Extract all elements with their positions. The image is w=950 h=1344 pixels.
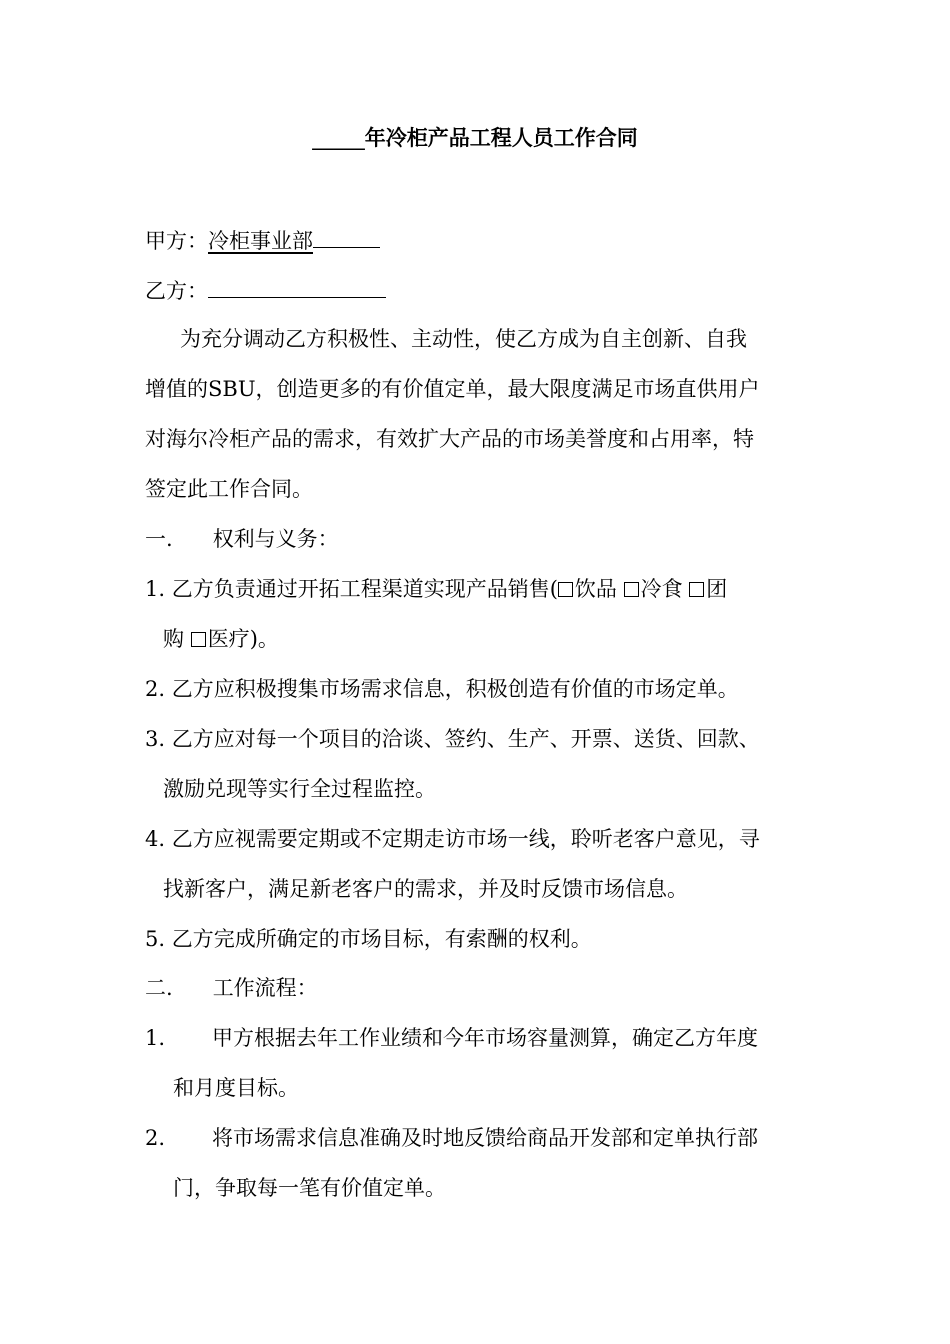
section-1-number: 一. [145,527,173,551]
item-5: 5. 乙方完成所确定的市场目标，有索酬的权利。 [145,927,592,951]
flow-1-line-1: 甲方根据去年工作业绩和今年市场容量测算，确定乙方年度 [212,1026,758,1050]
checkbox-drinks[interactable] [558,582,573,597]
item-4-line-1: 4. 乙方应视需要定期或不定期走访市场一线，聆听老客户意见，寻 [145,827,760,851]
party-b-blank [208,275,386,298]
option-frozen: 冷食 [640,577,683,601]
flow-2-line-2: 门，争取每一笔有价值定单。 [173,1176,446,1200]
item-3-line-2: 激励兑现等实行全过程监控。 [163,777,436,801]
title-year-blank: _____ [312,126,365,150]
party-a-underline [313,225,380,248]
option-drinks: 饮品 [574,577,617,601]
intro-line-2: 增值的SBU，创造更多的有价值定单，最大限度满足市场直供用户 [145,377,760,401]
flow-2-number: 2. [145,1126,166,1150]
item-2: 2. 乙方应积极搜集市场需求信息，积极创造有价值的市场定单。 [145,677,739,701]
title-text: 年冷柜产品工程人员工作合同 [364,126,638,150]
flow-1-number: 1. [145,1026,166,1050]
item-1-line-2 [163,624,279,654]
party-b-label: 乙方： [145,279,208,303]
item-3-line-1: 3. 乙方应对每一个项目的洽谈、签约、生产、开票、送货、回款、 [145,727,760,751]
item-1-text: 1. 乙方负责通过开拓工程渠道实现产品销售( [145,577,558,601]
item-1-suffix: )。 [249,627,279,651]
section-1-title: 权利与义务： [212,527,339,551]
option-group-part-1: 团 [706,577,728,601]
party-a-line [145,225,380,256]
checkbox-medical[interactable] [191,632,206,647]
party-a-value: 冷柜事业部 [208,229,313,253]
flow-1-line-2: 和月度目标。 [173,1076,299,1100]
section-2-title: 工作流程： [212,976,318,1000]
document-title [0,123,950,153]
party-a-label: 甲方： [145,229,208,253]
checkbox-group[interactable] [689,582,704,597]
section-2-heading [145,973,318,1003]
intro-line-1: 为充分调动乙方积极性、主动性，使乙方成为自主创新、自我 [180,327,747,351]
item-4-line-2: 找新客户，满足新老客户的需求，并及时反馈市场信息。 [163,877,688,901]
intro-line-3: 对海尔冷柜产品的需求，有效扩大产品的市场美誉度和占用率，特 [145,427,754,451]
section-1-heading [145,524,339,554]
flow-2-line-1: 将市场需求信息准确及时地反馈给商品开发部和定单执行部 [212,1126,758,1150]
option-medical: 医疗 [207,627,250,651]
checkbox-frozen[interactable] [624,582,639,597]
intro-line-4: 签定此工作合同。 [145,477,313,501]
item-1-line-1 [145,574,727,604]
party-b-line [145,275,386,306]
section-2-number: 二. [145,976,173,1000]
option-group-part-2: 购 [163,627,184,651]
